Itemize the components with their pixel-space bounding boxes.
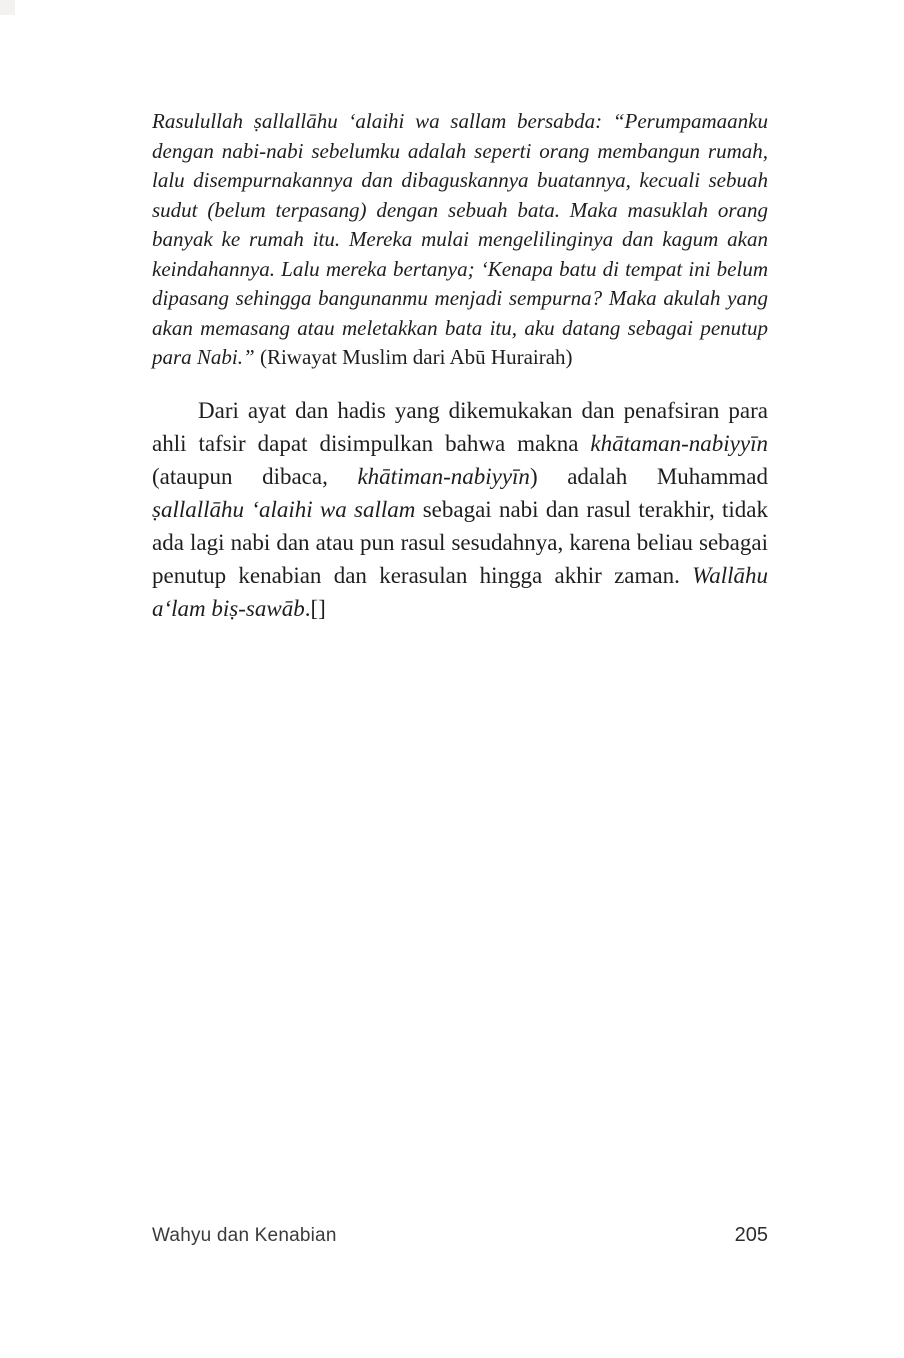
arabic-term-khataman-nabiyyin: khātaman-nabiyyīn bbox=[590, 430, 768, 456]
conclusion-paragraph bbox=[152, 394, 768, 625]
arabic-term-khatiman-nabiyyin: khātiman-nabiyyīn bbox=[357, 463, 530, 489]
conclusion-text-segment: ) adalah Muhammad bbox=[529, 463, 768, 489]
arabic-honorific: ṣallallāhu ‘alaihi wa sallam bbox=[152, 496, 416, 522]
conclusion-text-segment: Dari ayat dan hadis yang dikemukakan dan penafsiran para ahli tafsir dapat disimpulkan bahwa makna bbox=[152, 397, 768, 456]
conclusion-text-segment: sebagai nabi dan rasul terakhir, tidak ada lagi nabi dan atau pun rasul sesudahnya, karena beliau sebagai penutup kenabian dan kerasulan hingga akhir zaman. bbox=[152, 496, 768, 588]
footer-book-title: Wahyu dan Kenabian bbox=[152, 1225, 337, 1246]
hadith-quote-text: Rasulullah ṣallallāhu ‘alaihi wa sallam bersabda: “Perumpamaanku dengan nabi-nabi sebelumku adalah seperti orang membangun rumah, lalu disempurnakannya dan dibaguskannya buatannya, kecuali sebuah sudut (belum terpasang) dengan sebuah bata. Maka masuklah orang banyak ke rumah itu. Mereka mulai mengelilinginya dan kagum akan keindahannya. Lalu mereka bertanya; ‘Kenapa batu di tempat ini belum dipasang sehingga bangunanmu menjadi sempurna? Maka akulah yang akan memasang atau meletakkan bata itu, aku datang sebagai penutup para Nabi.” bbox=[152, 109, 768, 369]
scan-artifact bbox=[0, 0, 15, 15]
hadith-source-attribution: (Riwayat Muslim dari Abū Hurairah) bbox=[254, 345, 573, 369]
hadith-quote-paragraph bbox=[152, 107, 768, 373]
conclusion-text-segment: (ataupun dibaca, bbox=[152, 463, 358, 489]
end-of-article-mark: .[] bbox=[304, 595, 326, 621]
page-number: 205 bbox=[734, 1224, 768, 1246]
page-text-block bbox=[152, 107, 768, 625]
arabic-closing-phrase: Wallāhu a‘lam biṣ-sawāb bbox=[152, 562, 768, 621]
running-footer bbox=[152, 1224, 768, 1247]
